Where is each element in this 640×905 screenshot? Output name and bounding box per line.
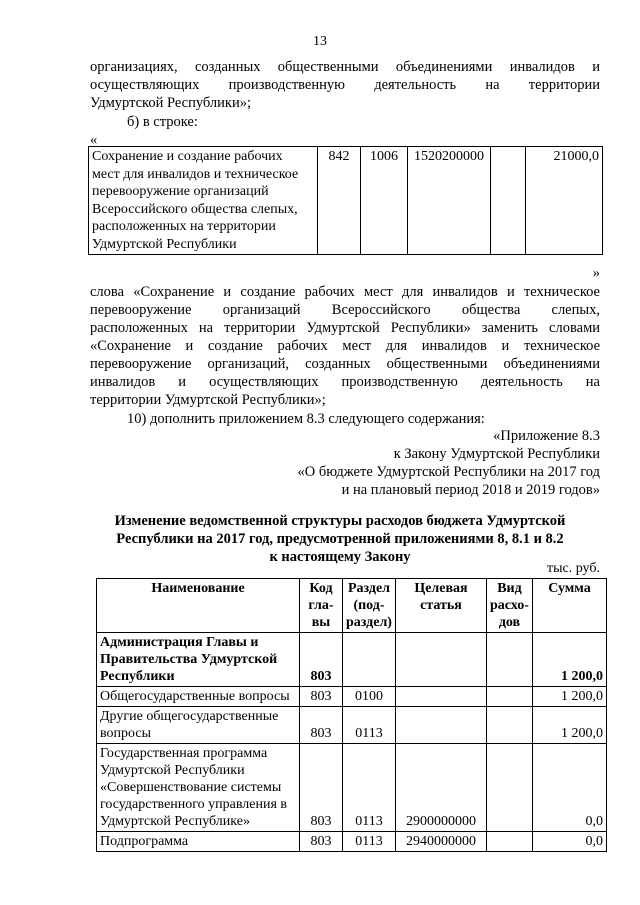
cell-type xyxy=(486,633,532,687)
table-row xyxy=(97,707,607,744)
cell-section: 0113 xyxy=(343,832,396,852)
header-line: расхо- xyxy=(489,598,529,613)
replace-line: перевооружение организаций, созданных общественными объединениями xyxy=(90,356,600,372)
item-10: 10) дополнить приложением 8.3 следующего содержания: xyxy=(127,411,485,427)
cell-code: 803 xyxy=(300,832,343,852)
appendix-line: «О бюджете Удмуртской Республики на 2017 год xyxy=(297,464,600,480)
appendix-line: к Закону Удмуртской Республики xyxy=(393,446,600,462)
cell-code: 803 xyxy=(300,744,343,832)
cell-target: 2940000000 xyxy=(395,832,486,852)
title-line: Изменение ведомственной структуры расходов бюджета Удмуртской xyxy=(114,513,566,529)
cell-type xyxy=(486,832,532,852)
row-section-cell: 1006 xyxy=(361,147,408,255)
header-type xyxy=(486,579,532,633)
row-name-line: Удмуртской Республики xyxy=(92,236,237,252)
header-line: вы xyxy=(311,615,331,630)
header-target xyxy=(395,579,486,633)
cell-code: 803 xyxy=(300,687,343,707)
cell-name-line: Правительства Удмуртской xyxy=(100,652,278,667)
replace-line: перевооружение организаций Всероссийского общества слепых, xyxy=(90,302,600,318)
table-row xyxy=(97,832,607,852)
table-row xyxy=(97,687,607,707)
row-type-cell xyxy=(491,147,526,255)
row-target-cell: 1520200000 xyxy=(408,147,491,255)
replace-line: инвалидов и осуществляющих производственную деятельность на xyxy=(90,374,600,390)
cell-name xyxy=(97,687,300,707)
header-line: (под- xyxy=(353,598,385,613)
header-code xyxy=(300,579,343,633)
intro-line: осуществляющих производственную деятельность на территории xyxy=(90,77,600,93)
cell-type xyxy=(486,707,532,744)
cell-name xyxy=(97,832,300,852)
header-line: Раздел xyxy=(347,581,391,596)
cell-target xyxy=(395,687,486,707)
cell-target xyxy=(395,633,486,687)
cell-amount: 1 200,0 xyxy=(532,633,606,687)
cell-name-line: Администрация Главы и xyxy=(100,635,259,650)
row-name-line: мест для инвалидов и техническое xyxy=(92,166,299,182)
table-row xyxy=(97,744,607,832)
row-name-cell xyxy=(89,147,318,255)
intro-line: Удмуртской Республики»; xyxy=(90,95,252,111)
cell-target: 2900000000 xyxy=(395,744,486,832)
header-line: раздел) xyxy=(346,615,392,630)
page-number: 13 xyxy=(313,34,327,49)
appendix-line: «Приложение 8.3 xyxy=(493,428,600,444)
cell-type xyxy=(486,687,532,707)
intro-line: организациях, созданных общественными объединениями инвалидов и xyxy=(90,59,600,75)
replace-line: «Сохранение и создание рабочих мест для инвалидов и техническое xyxy=(90,338,600,354)
cell-name-line: Удмуртской Республики xyxy=(100,763,245,778)
table-row xyxy=(89,147,603,255)
cell-type xyxy=(486,744,532,832)
item-b: б) в строке: xyxy=(127,114,198,130)
cell-name-line: Другие общегосударственные xyxy=(100,709,279,724)
header-line: гла- xyxy=(308,598,334,613)
title-line: к настоящему Закону xyxy=(269,549,411,565)
cell-name-line: вопросы xyxy=(100,726,151,741)
header-line: дов xyxy=(498,615,521,630)
unit-label: тыс. руб. xyxy=(547,561,600,576)
cell-name xyxy=(97,707,300,744)
cell-name-line: Республики xyxy=(100,669,175,684)
cell-name xyxy=(97,744,300,832)
table-header-row xyxy=(97,579,607,633)
table-title xyxy=(90,512,590,566)
header-line: Целевая xyxy=(414,581,468,596)
replace-paragraph xyxy=(90,283,600,409)
cell-name-line: Подпрограмма xyxy=(100,834,189,849)
cell-name-line: Общегосударственные вопросы xyxy=(100,689,290,704)
header-name: Наименование xyxy=(97,579,300,633)
header-line: Вид xyxy=(497,581,522,596)
row-code-cell: 842 xyxy=(318,147,361,255)
cell-name-line: «Совершенствование системы xyxy=(100,780,282,795)
replace-line: слова «Сохранение и создание рабочих мест для инвалидов и техническое xyxy=(90,284,600,300)
replace-line: расположенных на территории Удмуртской Республики» заменить словами xyxy=(90,320,600,336)
table-row xyxy=(97,633,607,687)
header-line: Код xyxy=(309,581,333,596)
intro-paragraph xyxy=(90,58,600,112)
cell-section: 0113 xyxy=(343,744,396,832)
row-name-line: Всероссийского общества слепых, xyxy=(92,201,298,217)
cell-name-line: Государственная программа xyxy=(100,746,268,761)
title-line: Республики на 2017 год, предусмотренной приложениями 8, 8.1 и 8.2 xyxy=(116,531,564,547)
replace-line: территории Удмуртской Республики»; xyxy=(90,392,326,408)
header-amount: Сумма xyxy=(532,579,606,633)
budget-table xyxy=(96,578,607,852)
cell-target xyxy=(395,707,486,744)
row-table xyxy=(88,146,603,255)
appendix-line: и на плановый период 2018 и 2019 годов» xyxy=(341,482,600,498)
cell-code: 803 xyxy=(300,707,343,744)
row-name-line: перевооружение организаций xyxy=(92,184,269,199)
close-quote: » xyxy=(592,265,600,281)
cell-section xyxy=(343,633,396,687)
cell-amount: 1 200,0 xyxy=(532,707,606,744)
header-section xyxy=(343,579,396,633)
cell-section: 0113 xyxy=(343,707,396,744)
open-quote: « xyxy=(90,132,98,148)
cell-amount: 0,0 xyxy=(532,744,606,832)
row-name-line: Сохранение и создание рабочих xyxy=(92,149,283,164)
row-name-line: расположенных на территории xyxy=(92,219,276,234)
cell-section: 0100 xyxy=(343,687,396,707)
cell-amount: 0,0 xyxy=(532,832,606,852)
row-amount-cell: 21000,0 xyxy=(526,147,603,255)
header-line: статья xyxy=(420,598,462,613)
cell-name xyxy=(97,633,300,687)
cell-amount: 1 200,0 xyxy=(532,687,606,707)
cell-name-line: Удмуртской Республике» xyxy=(100,814,250,829)
cell-name-line: государственного управления в xyxy=(100,797,288,812)
cell-code: 803 xyxy=(300,633,343,687)
